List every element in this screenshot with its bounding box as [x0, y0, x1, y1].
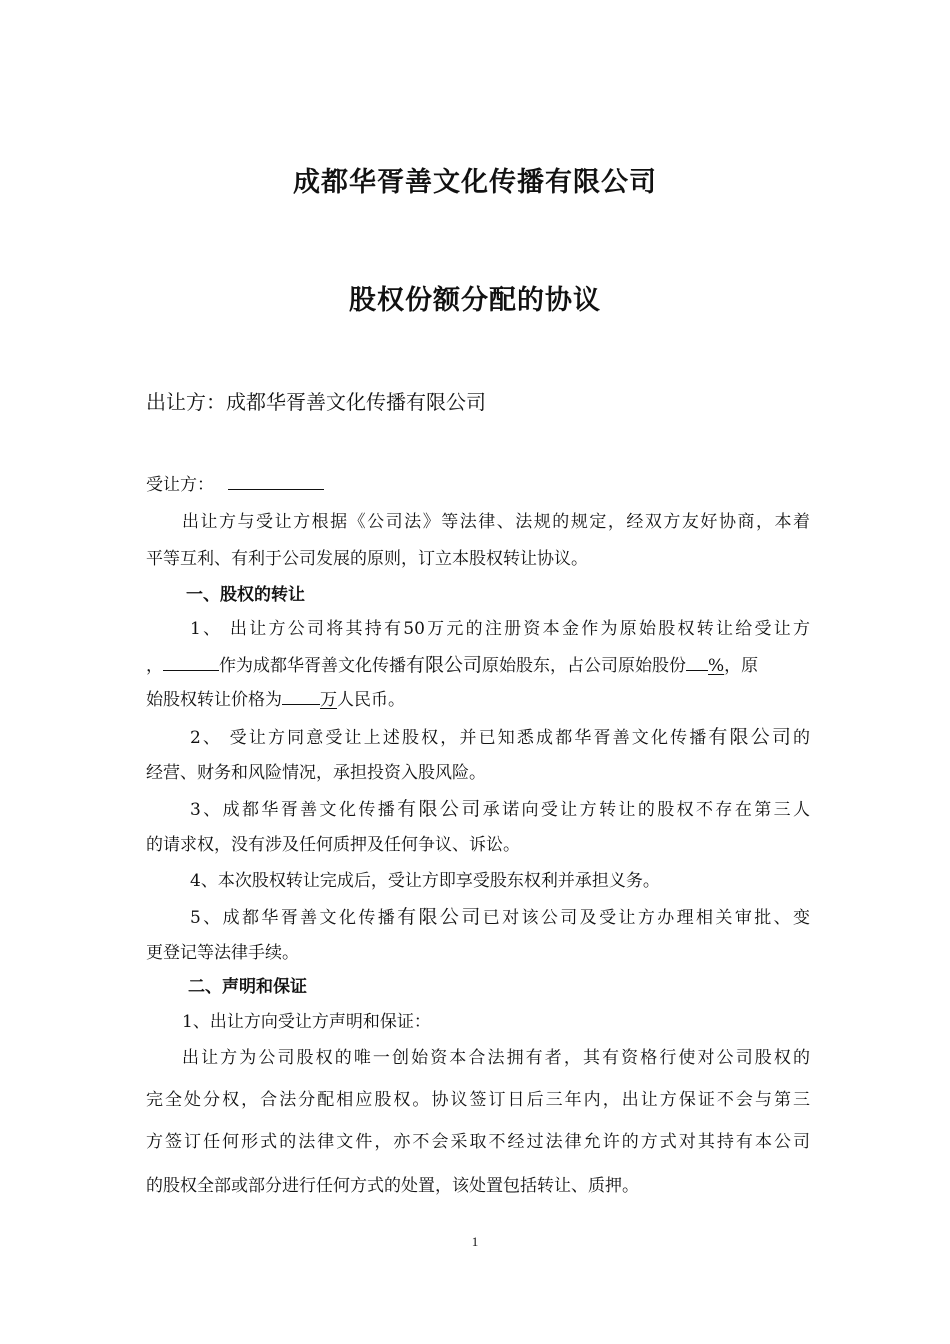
- s2-para-line3: 方签订任何形式的法律文件，亦不会采取不经过法律允许的方式对其持有本公司: [146, 1132, 810, 1152]
- transferee-line: [146, 470, 810, 495]
- share-percent-blank: [686, 669, 708, 671]
- transferor-name: 成都华胥善文化传播有限公司: [226, 390, 486, 414]
- s1-item1-line1: 1、 出让方公司将其持有50万元的注册资本金作为原始股权转让给受让方: [190, 619, 810, 639]
- transferee-name-blank: [163, 669, 219, 671]
- percent-sign: %: [708, 656, 725, 676]
- transferor-label: 出让方：: [146, 390, 226, 414]
- s1-item1-line3: 始股权转让价格为 万人民币。: [146, 690, 405, 710]
- s2-para-line2: 完全处分权，合法分配相应股权。协议签订日后三年内，出让方保证不会与第三: [146, 1090, 810, 1110]
- s1-item5-line1: 5、成都华胥善文化传播有限公司已对该公司及受让方办理相关审批、变: [190, 906, 810, 928]
- s2-para-line1: 出让方为公司股权的唯一创始资本合法拥有者，其有资格行使对公司股权的: [182, 1048, 810, 1068]
- transferor-line: [146, 386, 810, 415]
- price-blank: [282, 703, 320, 705]
- company-title: 成都华胥善文化传播有限公司: [293, 167, 657, 198]
- transferee-label: 受让方：: [146, 475, 214, 495]
- intro-line-1: 出让方与受让方根据《公司法》等法律、法规的规定，经双方友好协商，本着: [182, 512, 810, 532]
- doc-title: 股权份额分配的协议: [349, 285, 601, 316]
- s1-item4: 4、本次股权转让完成后，受让方即享受股东权利并承担义务。: [190, 871, 660, 891]
- intro-line-2: 平等互利、有利于公司发展的原则，订立本股权转让协议。: [146, 549, 588, 569]
- section2-heading: 二、声明和保证: [188, 977, 307, 997]
- s1-item1-line2: ， 作为成都华胥善文化传播有限公司原始股东，占公司原始股份 %，原: [146, 654, 759, 676]
- page-number: 1: [471, 1234, 479, 1249]
- s2-para-line4: 的股权全部或部分进行任何方式的处置，该处置包括转让、质押。: [146, 1176, 639, 1196]
- s2-item1: 1、出让方向受让方声明和保证：: [182, 1012, 431, 1032]
- s1-item3-line1: 3、成都华胥善文化传播有限公司承诺向受让方转让的股权不存在第三人: [190, 798, 810, 820]
- s1-item2-line2: 经营、财务和风险情况，承担投资入股风险。: [146, 763, 486, 783]
- s1-item3-line2: 的请求权，没有涉及任何质押及任何争议、诉讼。: [146, 835, 520, 855]
- section1-heading: 一、股权的转让: [186, 585, 305, 605]
- transferee-blank: [228, 488, 324, 490]
- s1-item2-line1: 2、 受让方同意受让上述股权，并已知悉成都华胥善文化传播有限公司的: [190, 726, 810, 748]
- s1-item5-line2: 更登记等法律手续。: [146, 943, 299, 963]
